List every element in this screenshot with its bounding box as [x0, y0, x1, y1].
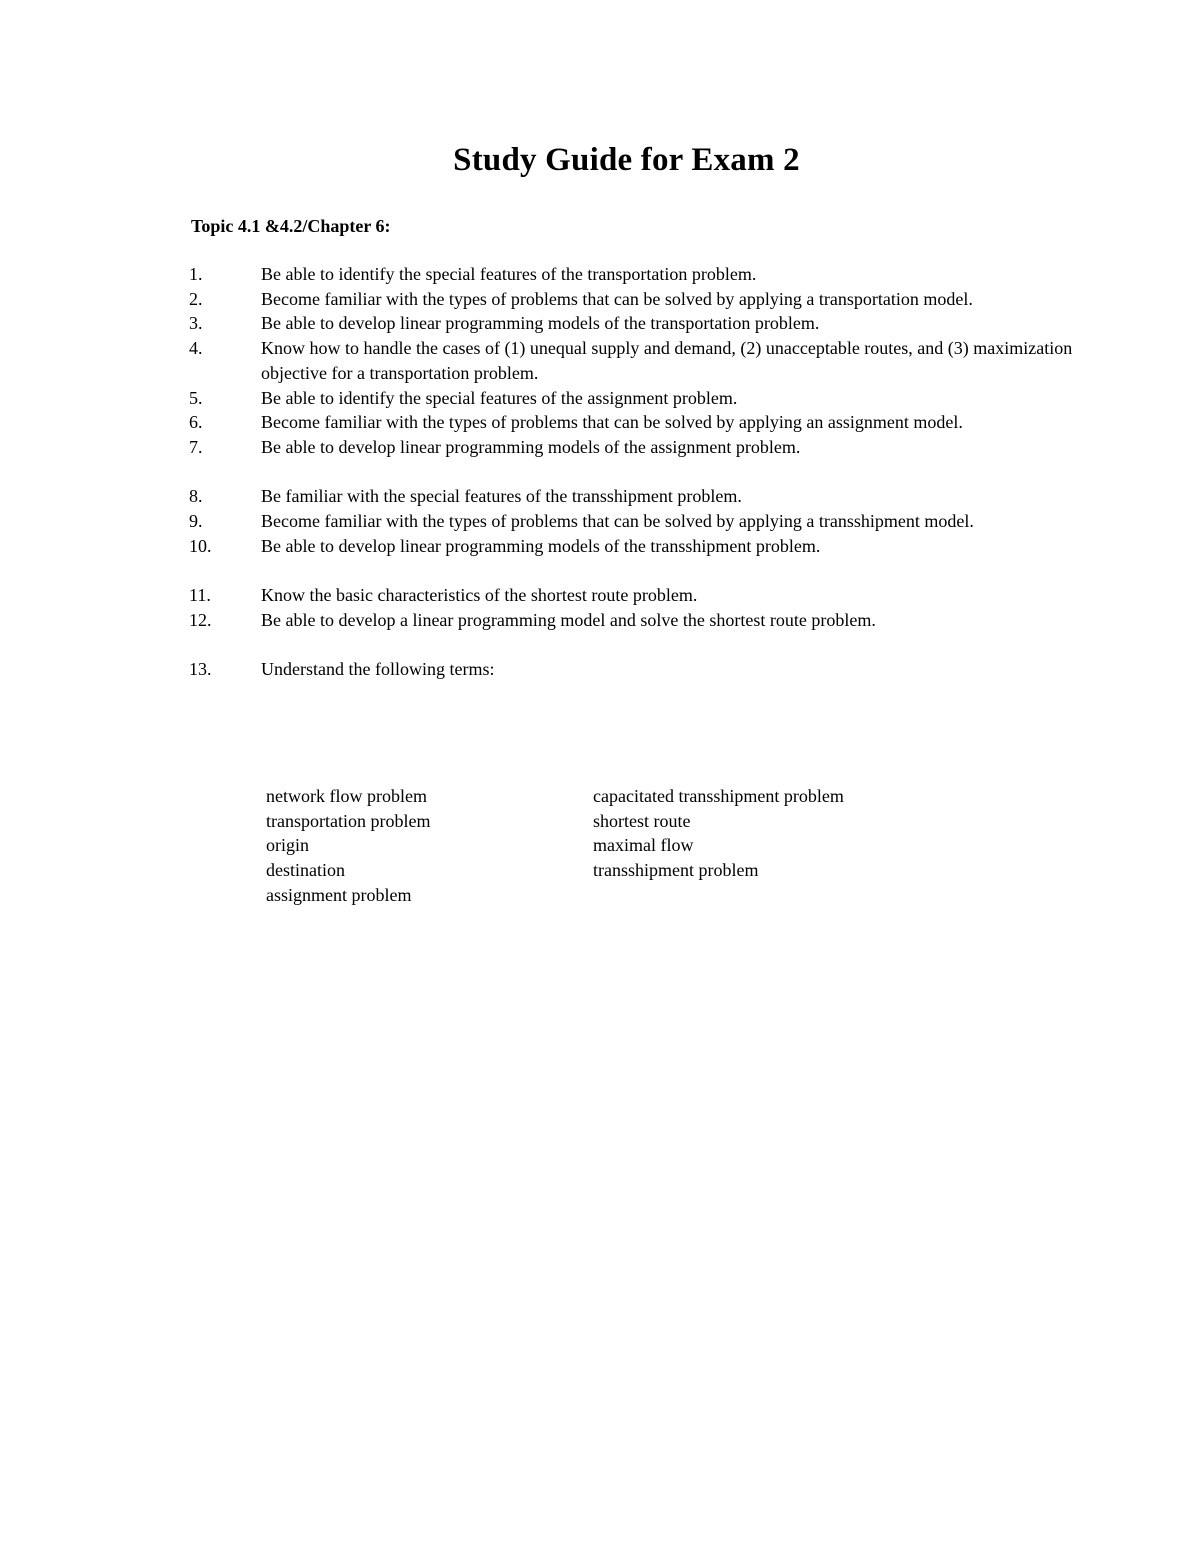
item-text: Understand the following terms: [261, 659, 495, 680]
term-right: maximal flow [593, 835, 694, 856]
item-number: 12. [189, 609, 212, 630]
item-number: 7. [189, 436, 203, 457]
terms-table [266, 784, 966, 908]
item-number: 10. [189, 535, 212, 556]
section-spacer [189, 558, 1089, 583]
item-text: Be able to develop linear programming models of the transshipment problem. [261, 535, 821, 556]
item-text: Know how to handle the cases of (1) unequal supply and demand, (2) unacceptable routes, and (3) maximization objective for a transportation problem. [261, 338, 1073, 383]
topic-heading: Topic 4.1 &4.2/Chapter 6: [191, 216, 391, 236]
list-item [189, 386, 1089, 411]
list-item [189, 410, 1089, 435]
item-text: Be able to identify the special features of the assignment problem. [261, 387, 738, 408]
item-number: 3. [189, 313, 203, 334]
list-item [189, 509, 1089, 534]
list-item [189, 534, 1089, 559]
item-number: 13. [189, 659, 212, 680]
item-number: 9. [189, 511, 203, 532]
list-item [189, 435, 1089, 460]
term-right: capacitated transshipment problem [593, 786, 844, 806]
item-number: 8. [189, 486, 203, 507]
list-item [189, 657, 1089, 682]
item-number: 1. [189, 264, 203, 284]
item-number: 11. [189, 585, 211, 606]
list-item [189, 262, 1089, 287]
term-left: destination [266, 860, 345, 881]
item-text: Be able to develop linear programming models of the assignment problem. [261, 436, 801, 457]
item-text: Be familiar with the special features of the transshipment problem. [261, 486, 742, 507]
objectives-list [189, 262, 1089, 682]
term-right-empty [593, 883, 953, 908]
list-item [189, 484, 1089, 509]
item-number: 5. [189, 387, 203, 408]
term-left: network flow problem [266, 786, 427, 806]
item-text: Know the basic characteristics of the shortest route problem. [261, 585, 698, 606]
item-number: 4. [189, 338, 203, 359]
item-text: Become familiar with the types of problems that can be solved by applying a transshipment model. [261, 511, 974, 532]
item-text: Become familiar with the types of problems that can be solved by applying a transportation model. [261, 288, 973, 309]
page-title: Study Guide for Exam 2 [453, 142, 800, 178]
term-left: transportation problem [266, 810, 431, 831]
item-text: Be able to develop linear programming models of the transportation problem. [261, 313, 820, 334]
section-spacer [189, 460, 1089, 485]
item-text: Be able to identify the special features of the transportation problem. [261, 264, 757, 284]
section-spacer [189, 633, 1089, 658]
item-number: 2. [189, 288, 203, 309]
list-item [189, 336, 1089, 385]
item-number: 6. [189, 412, 203, 433]
list-item [189, 608, 1089, 633]
term-right: transshipment problem [593, 860, 759, 881]
item-text: Be able to develop a linear programming model and solve the shortest route problem. [261, 609, 876, 630]
term-left: assignment problem [266, 884, 412, 905]
item-text: Become familiar with the types of problems that can be solved by applying an assignment model. [261, 412, 963, 433]
list-item [189, 583, 1089, 608]
term-right: shortest route [593, 810, 691, 831]
list-item [189, 287, 1089, 312]
term-left: origin [266, 835, 309, 856]
list-item [189, 311, 1089, 336]
